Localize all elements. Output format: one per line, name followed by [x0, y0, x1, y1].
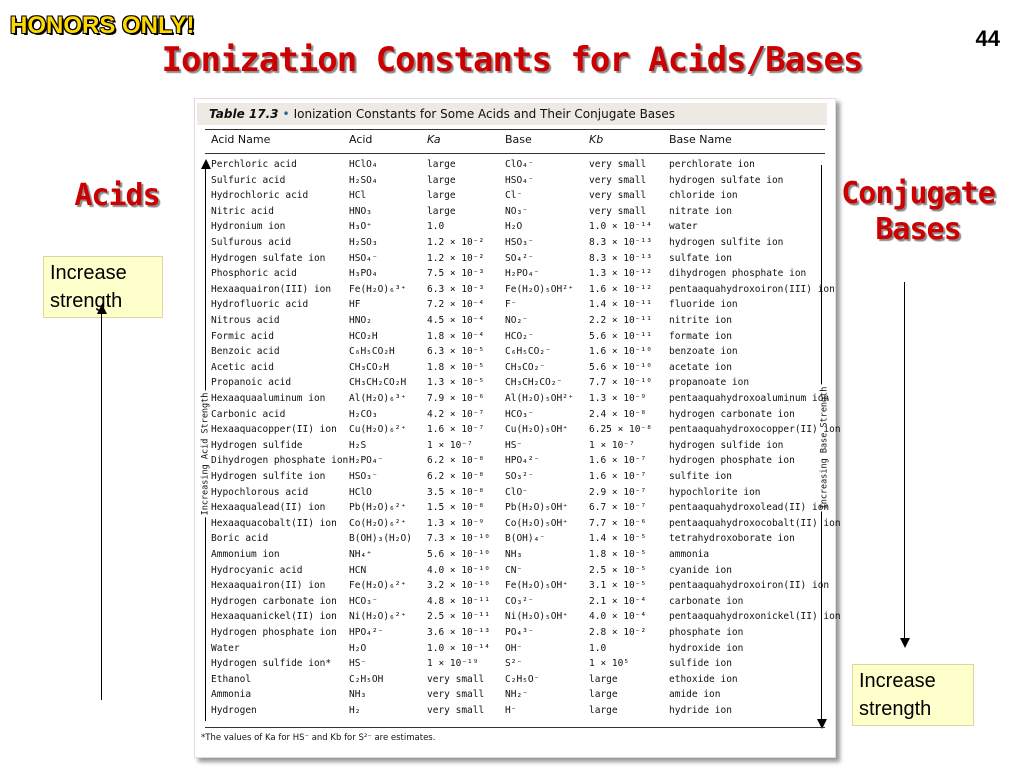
page-title: Ionization Constants for Acids/Bases	[161, 40, 863, 80]
base-formula-cell: Cu(H₂O)₅OH⁺	[505, 424, 568, 436]
kb-cell: 1 × 10⁻⁷	[589, 439, 635, 451]
acid-formula-cell: Fe(H₂O)₆²⁺	[349, 580, 407, 592]
table-row	[195, 565, 835, 581]
base-name-cell: ammonia	[669, 549, 710, 560]
ka-cell: 6.2 × 10⁻⁸	[427, 471, 485, 482]
base-name-cell: hydrogen phosphate ion	[669, 455, 795, 467]
kb-cell: 1.6 × 10⁻⁷	[589, 471, 647, 482]
base-formula-cell: Ni(H₂O)₅OH⁺	[505, 611, 568, 623]
base-formula-cell: HCO₂⁻	[505, 330, 534, 342]
table-row	[195, 393, 835, 409]
acid-name-cell: Perchloric acid	[211, 159, 297, 170]
kb-cell: 1.6 × 10⁻¹⁰	[589, 346, 652, 358]
table-row	[195, 533, 835, 549]
table-row	[195, 377, 835, 393]
col-header-kb: Kb	[589, 133, 604, 146]
acid-formula-cell: HCO₃⁻	[349, 595, 378, 607]
base-name-cell: pentaaquahydroxoaluminum ion	[669, 393, 830, 404]
col-header-base: Base	[505, 133, 532, 146]
acid-name-cell: Hydrocyanic acid	[211, 564, 303, 576]
base-formula-cell: HPO₄²⁻	[505, 455, 540, 467]
acid-strength-arrowhead-icon	[97, 304, 107, 314]
ka-cell: 6.3 × 10⁻⁵	[427, 346, 485, 358]
table-row	[195, 611, 841, 627]
base-name-cell: chloride ion	[669, 190, 738, 202]
base-name-cell: water	[669, 221, 698, 233]
base-formula-cell: Co(H₂O)₅OH⁺	[505, 517, 568, 529]
acid-formula-cell: H₂S	[349, 439, 367, 451]
col-header-ka: Ka	[427, 133, 441, 146]
col-header-acid-name: Acid Name	[211, 133, 271, 146]
base-name-cell: fluoride ion	[669, 299, 738, 311]
conjugate-heading-line1: Conjugate	[841, 176, 995, 211]
ka-cell: 1.2 × 10⁻²	[427, 252, 485, 264]
ka-cell: 1 × 10⁻¹⁹	[427, 658, 479, 670]
table-row	[195, 658, 835, 674]
table-row	[195, 455, 835, 471]
acid-formula-cell: Cu(H₂O)₆²⁺	[349, 424, 407, 436]
acid-formula-cell: HF	[349, 299, 361, 311]
acid-formula-cell: HNO₃	[349, 205, 372, 217]
base-name-cell: pentaaquahydroxoiron(III) ion	[669, 283, 835, 295]
base-name-cell: propanoate ion	[669, 377, 750, 389]
base-formula-cell: NH₃	[505, 549, 523, 560]
table-row	[195, 517, 841, 534]
kb-cell: large	[589, 673, 618, 685]
table-row	[195, 424, 841, 440]
kb-cell: 1.4 × 10⁻¹¹	[589, 299, 652, 311]
table-row	[195, 487, 835, 503]
ka-cell: large	[427, 159, 456, 170]
kb-cell: 7.7 × 10⁻¹⁰	[589, 377, 652, 389]
acid-name-cell: Formic acid	[211, 330, 274, 342]
table-header	[195, 129, 835, 151]
base-formula-cell: C₆H₅CO₂⁻	[505, 346, 551, 358]
table-row	[195, 362, 835, 378]
acid-formula-cell: B(OH)₃(H₂O)	[349, 533, 412, 545]
ka-cell: 7.9 × 10⁻⁶	[427, 393, 485, 404]
ka-cell: large	[427, 190, 456, 202]
acid-strength-line2: strength	[50, 290, 123, 312]
base-name-cell: sulfite ion	[669, 471, 732, 482]
acid-name-cell: Sulfurous acid	[211, 237, 292, 248]
acid-name-cell: Hexaaqualead(II) ion	[211, 502, 326, 514]
kb-cell: 8.3 × 10⁻¹³	[589, 252, 652, 264]
kb-cell: 1.8 × 10⁻⁵	[589, 549, 647, 560]
acid-name-cell: Propanoic acid	[211, 377, 292, 389]
kb-cell: 1.6 × 10⁻¹²	[589, 283, 652, 295]
base-formula-cell: B(OH)₄⁻	[505, 533, 546, 545]
table-number: Table 17.3	[209, 107, 279, 121]
acid-name-cell: Hexaaquairon(II) ion	[211, 580, 326, 592]
kb-cell: 2.2 × 10⁻¹¹	[589, 315, 652, 326]
ka-cell: 4.8 × 10⁻¹¹	[427, 595, 490, 607]
acid-strength-line1: Increase	[50, 262, 127, 284]
ka-cell: large	[427, 174, 456, 186]
ka-cell: 2.5 × 10⁻¹¹	[427, 611, 490, 623]
acid-name-cell: Hexaaquairon(III) ion	[211, 283, 332, 295]
table-footnote: *The values of Ka for HS⁻ and Kb for S²⁻ are estimates.	[201, 733, 436, 743]
base-formula-cell: Fe(H₂O)₅OH²⁺	[505, 283, 574, 295]
base-name-cell: pentaaquahydroxocobalt(II) ion	[669, 517, 841, 529]
acid-name-cell: Hydrogen sulfite ion	[211, 471, 326, 482]
table-row	[195, 346, 835, 362]
base-name-cell: hydrogen sulfate ion	[669, 174, 784, 186]
base-formula-cell: NO₃⁻	[505, 205, 528, 217]
acid-formula-cell: CH₃CO₂H	[349, 361, 390, 373]
acid-name-cell: Nitrous acid	[211, 315, 280, 326]
acid-name-cell: Hydrogen sulfate ion	[211, 252, 326, 264]
ka-cell: large	[427, 205, 456, 217]
conjugate-bases-heading	[828, 176, 1008, 248]
base-formula-cell: CH₃CH₂CO₂⁻	[505, 377, 563, 389]
table-row	[195, 190, 835, 206]
base-formula-cell: CO₃²⁻	[505, 595, 534, 607]
base-formula-cell: Fe(H₂O)₅OH⁺	[505, 580, 568, 592]
acid-name-cell: Hypochlorous acid	[211, 486, 309, 498]
kb-cell: 2.5 × 10⁻⁵	[589, 564, 647, 576]
kb-cell: 5.6 × 10⁻¹¹	[589, 330, 652, 342]
base-strength-line1: Increase	[859, 670, 936, 692]
ka-cell: 1.3 × 10⁻⁵	[427, 377, 485, 389]
base-formula-cell: ClO⁻	[505, 486, 528, 498]
base-formula-cell: SO₄²⁻	[505, 252, 534, 264]
acids-heading: Acids	[74, 178, 160, 213]
table-row	[195, 268, 835, 284]
base-name-cell: hydrogen carbonate ion	[669, 408, 795, 420]
ka-cell: very small	[427, 689, 485, 701]
header-rule-bottom	[205, 153, 825, 154]
table-row	[195, 299, 835, 315]
kb-cell: very small	[589, 205, 647, 217]
ionization-table	[194, 98, 841, 758]
ka-cell: very small	[427, 673, 485, 685]
base-formula-cell: CH₃CO₂⁻	[505, 361, 546, 373]
acid-name-cell: Ammonia	[211, 689, 252, 701]
ka-cell: 7.5 × 10⁻³	[427, 268, 485, 280]
bottom-rule	[205, 727, 825, 728]
left-axis-label: Increasing Acid Strength	[200, 392, 211, 516]
kb-cell: 7.7 × 10⁻⁶	[589, 517, 647, 529]
kb-cell: 2.8 × 10⁻²	[589, 627, 647, 638]
base-name-cell: pentaaquahydroxoiron(II) ion	[669, 580, 830, 592]
table-row	[195, 315, 835, 331]
table-row	[195, 159, 835, 175]
ka-cell: 1.2 × 10⁻²	[427, 237, 485, 248]
acid-name-cell: Carbonic acid	[211, 408, 286, 420]
ka-cell: 4.0 × 10⁻¹⁰	[427, 564, 490, 576]
kb-cell: 1.3 × 10⁻¹²	[589, 268, 652, 280]
header-rule-top	[205, 129, 825, 130]
base-formula-cell: HSO₄⁻	[505, 174, 534, 186]
ka-cell: 1.8 × 10⁻⁴	[427, 330, 485, 342]
ka-cell: 1.0 × 10⁻¹⁴	[427, 642, 490, 654]
base-formula-cell: C₂H₅O⁻	[505, 673, 540, 685]
base-formula-cell: H₂O	[505, 221, 523, 233]
base-name-cell: perchlorate ion	[669, 159, 755, 170]
kb-cell: 1.4 × 10⁻⁵	[589, 533, 647, 545]
ka-cell: 1.8 × 10⁻⁵	[427, 361, 485, 373]
acid-formula-cell: H₃O⁺	[349, 221, 372, 233]
acid-formula-cell: CH₃CH₂CO₂H	[349, 377, 407, 389]
ka-cell: 1 × 10⁻⁷	[427, 439, 473, 451]
acid-formula-cell: HClO	[349, 486, 372, 498]
table-row	[195, 502, 835, 518]
acid-strength-arrow-line	[101, 312, 102, 700]
acid-formula-cell: H₃PO₄	[349, 268, 378, 280]
acid-name-cell: Sulfuric acid	[211, 174, 286, 186]
kb-cell: 4.0 × 10⁻⁴	[589, 611, 647, 623]
base-name-cell: benzoate ion	[669, 346, 738, 358]
kb-cell: 1.0	[589, 642, 607, 654]
acid-name-cell: Hexaaquaaluminum ion	[211, 393, 326, 404]
table-row	[195, 674, 835, 690]
acid-formula-cell: H₂CO₃	[349, 408, 378, 420]
base-formula-cell: H⁻	[505, 705, 517, 716]
table-row	[195, 221, 835, 237]
acid-name-cell: Hexaaquacopper(II) ion	[211, 424, 337, 436]
acid-name-cell: Acetic acid	[211, 361, 274, 373]
kb-cell: 2.9 × 10⁻⁷	[589, 486, 647, 498]
acid-name-cell: Nitric acid	[211, 205, 274, 217]
kb-cell: large	[589, 689, 618, 701]
table-row	[195, 705, 835, 721]
acid-formula-cell: H₂	[349, 705, 361, 716]
ka-cell: very small	[427, 705, 485, 716]
right-axis-label: Increasing Base Strength	[819, 386, 830, 510]
kb-cell: 6.7 × 10⁻⁷	[589, 502, 647, 514]
kb-cell: 8.3 × 10⁻¹³	[589, 237, 652, 248]
acid-formula-cell: Ni(H₂O)₆²⁺	[349, 611, 407, 623]
ka-cell: 1.3 × 10⁻⁹	[427, 517, 485, 529]
table-row	[195, 627, 835, 643]
acid-name-cell: Ammonium ion	[211, 549, 280, 560]
ka-cell: 4.5 × 10⁻⁴	[427, 315, 485, 326]
base-formula-cell: CN⁻	[505, 564, 523, 576]
base-formula-cell: Al(H₂O)₅OH²⁺	[505, 393, 574, 404]
base-formula-cell: NO₂⁻	[505, 315, 528, 326]
acid-formula-cell: NH₃	[349, 689, 367, 701]
acid-formula-cell: HSO₃⁻	[349, 471, 378, 482]
table-row	[195, 440, 835, 456]
ka-cell: 4.2 × 10⁻⁷	[427, 408, 485, 420]
base-name-cell: dihydrogen phosphate ion	[669, 268, 807, 280]
table-row	[195, 643, 835, 659]
base-name-cell: tetrahydroxoborate ion	[669, 533, 795, 545]
kb-cell: large	[589, 705, 618, 716]
kb-cell: very small	[589, 174, 647, 186]
acid-formula-cell: Fe(H₂O)₆³⁺	[349, 283, 407, 295]
ka-cell: 1.5 × 10⁻⁸	[427, 502, 485, 514]
base-formula-cell: HS⁻	[505, 439, 523, 451]
base-formula-cell: HSO₃⁻	[505, 237, 534, 248]
acid-formula-cell: H₂O	[349, 642, 367, 654]
base-formula-cell: HCO₃⁻	[505, 408, 534, 420]
base-name-cell: carbonate ion	[669, 595, 744, 607]
acid-formula-cell: H₂PO₄⁻	[349, 455, 384, 467]
table-row	[195, 284, 835, 300]
base-name-cell: hydride ion	[669, 705, 732, 716]
acid-formula-cell: Al(H₂O)₆³⁺	[349, 393, 407, 404]
ka-cell: 5.6 × 10⁻¹⁰	[427, 549, 490, 560]
kb-cell: 2.1 × 10⁻⁴	[589, 595, 647, 607]
base-formula-cell: H₂PO₄⁻	[505, 268, 540, 280]
acid-name-cell: Hexaaquanickel(II) ion	[211, 611, 337, 623]
base-formula-cell: S²⁻	[505, 658, 523, 670]
base-formula-cell: NH₂⁻	[505, 689, 528, 701]
table-row	[195, 331, 835, 347]
table-row	[195, 580, 835, 596]
acid-name-cell: Boric acid	[211, 533, 269, 545]
kb-cell: very small	[589, 159, 647, 170]
acid-formula-cell: HClO₄	[349, 159, 378, 170]
acid-name-cell: Hydronium ion	[211, 221, 286, 233]
acid-name-cell: Hydrogen sulfide	[211, 439, 303, 451]
kb-cell: 1.6 × 10⁻⁷	[589, 455, 647, 467]
acid-name-cell: Hydrogen	[211, 705, 257, 716]
acid-formula-cell: NH₄⁺	[349, 549, 372, 560]
base-formula-cell: Pb(H₂O)₅OH⁺	[505, 502, 568, 514]
ka-cell: 1.0	[427, 221, 445, 233]
col-header-base-name: Base Name	[669, 133, 732, 146]
table-row	[195, 549, 835, 565]
acid-formula-cell: HCN	[349, 564, 367, 576]
ka-cell: 3.5 × 10⁻⁸	[427, 486, 485, 498]
acid-name-cell: Ethanol	[211, 673, 252, 685]
ka-cell: 7.3 × 10⁻¹⁰	[427, 533, 490, 545]
table-row	[195, 237, 835, 253]
acid-name-cell: Hydrochloric acid	[211, 190, 309, 202]
acid-formula-cell: HSO₄⁻	[349, 252, 378, 264]
base-name-cell: hydroxide ion	[669, 642, 744, 654]
base-name-cell: hydrogen sulfite ion	[669, 237, 784, 248]
base-strength-line2: strength	[859, 698, 932, 720]
base-name-cell: ethoxide ion	[669, 673, 738, 685]
ka-cell: 1.6 × 10⁻⁷	[427, 424, 485, 436]
col-header-acid: Acid	[349, 133, 373, 146]
kb-cell: 1.0 × 10⁻¹⁴	[589, 221, 652, 233]
acid-formula-cell: C₆H₅CO₂H	[349, 346, 395, 358]
ka-cell: 3.2 × 10⁻¹⁰	[427, 580, 490, 592]
base-name-cell: cyanide ion	[669, 564, 732, 576]
base-name-cell: phosphate ion	[669, 627, 744, 638]
table-row	[195, 253, 835, 269]
base-formula-cell: Cl⁻	[505, 190, 523, 202]
acid-name-cell: Hydrofluoric acid	[211, 299, 309, 311]
acid-formula-cell: Pb(H₂O)₆²⁺	[349, 502, 407, 514]
honors-only-label: HONORS ONLY!	[10, 12, 195, 39]
kb-cell: 5.6 × 10⁻¹⁰	[589, 361, 652, 373]
base-name-cell: formate ion	[669, 330, 732, 342]
base-name-cell: pentaaquahydroxolead(II) ion	[669, 502, 830, 514]
base-formula-cell: ClO₄⁻	[505, 159, 534, 170]
base-name-cell: nitrate ion	[669, 205, 732, 217]
acid-formula-cell: H₂SO₃	[349, 237, 378, 248]
base-formula-cell: F⁻	[505, 299, 517, 311]
acid-name-cell: Benzoic acid	[211, 346, 280, 358]
acid-name-cell: Phosphoric acid	[211, 268, 297, 280]
table-row	[195, 596, 835, 612]
acid-name-cell: Hydrogen phosphate ion	[211, 627, 337, 638]
acid-formula-cell: C₂H₅OH	[349, 673, 384, 685]
base-formula-cell: OH⁻	[505, 642, 523, 654]
conjugate-heading-line2: Bases	[875, 212, 961, 247]
table-row	[195, 689, 835, 705]
slide-number: 44	[975, 26, 1000, 51]
kb-cell: 3.1 × 10⁻⁵	[589, 580, 647, 592]
base-name-cell: amide ion	[669, 689, 721, 701]
base-name-cell: acetate ion	[669, 361, 732, 373]
base-strength-arrowhead-icon	[900, 638, 910, 648]
base-name-cell: nitrite ion	[669, 315, 732, 326]
acid-name-cell: Water	[211, 642, 240, 654]
acid-name-cell: Hydrogen carbonate ion	[211, 595, 337, 607]
ka-cell: 6.3 × 10⁻³	[427, 283, 485, 295]
base-formula-cell: SO₃²⁻	[505, 471, 534, 482]
base-name-cell: pentaaquahydroxonickel(II) ion	[669, 611, 841, 623]
base-formula-cell: PO₄³⁻	[505, 627, 534, 638]
kb-cell: very small	[589, 190, 647, 202]
acid-formula-cell: HPO₄²⁻	[349, 627, 384, 638]
base-strength-arrow-line	[904, 282, 905, 640]
table-row	[195, 175, 835, 191]
acid-formula-cell: Co(H₂O)₆²⁺	[349, 517, 407, 529]
acid-formula-cell: HCO₂H	[349, 330, 378, 342]
kb-cell: 2.4 × 10⁻⁸	[589, 408, 647, 420]
table-row	[195, 471, 835, 487]
table-caption-text: Ionization Constants for Some Acids and Their Conjugate Bases	[293, 107, 676, 121]
acid-formula-cell: HS⁻	[349, 658, 367, 670]
ka-cell: 6.2 × 10⁻⁸	[427, 455, 485, 467]
table-row	[195, 206, 835, 222]
base-name-cell: hypochlorite ion	[669, 486, 761, 498]
base-name-cell: sulfate ion	[669, 252, 732, 264]
acid-name-cell: Hexaaquacobalt(II) ion	[211, 517, 337, 529]
base-name-cell: pentaaquahydroxocopper(II) ion	[669, 424, 841, 436]
base-name-cell: sulfide ion	[669, 658, 732, 670]
kb-cell: 1.3 × 10⁻⁹	[589, 393, 647, 404]
caption-bullet-icon: •	[282, 107, 290, 121]
base-name-cell: hydrogen sulfide ion	[669, 439, 784, 451]
ka-cell: 3.6 × 10⁻¹³	[427, 627, 490, 638]
table-caption	[197, 103, 827, 125]
acid-name-cell: Dihydrogen phosphate ion	[211, 455, 349, 467]
base-strength-box	[852, 664, 974, 726]
acid-formula-cell: H₂SO₄	[349, 174, 378, 186]
ka-cell: 7.2 × 10⁻⁴	[427, 299, 485, 311]
acid-formula-cell: HNO₂	[349, 315, 372, 326]
table-row	[195, 409, 835, 425]
acid-name-cell: Hydrogen sulfide ion*	[211, 658, 332, 670]
acid-formula-cell: HCl	[349, 190, 367, 202]
kb-cell: 1 × 10⁵	[589, 658, 630, 670]
kb-cell: 6.25 × 10⁻⁸	[589, 424, 652, 436]
